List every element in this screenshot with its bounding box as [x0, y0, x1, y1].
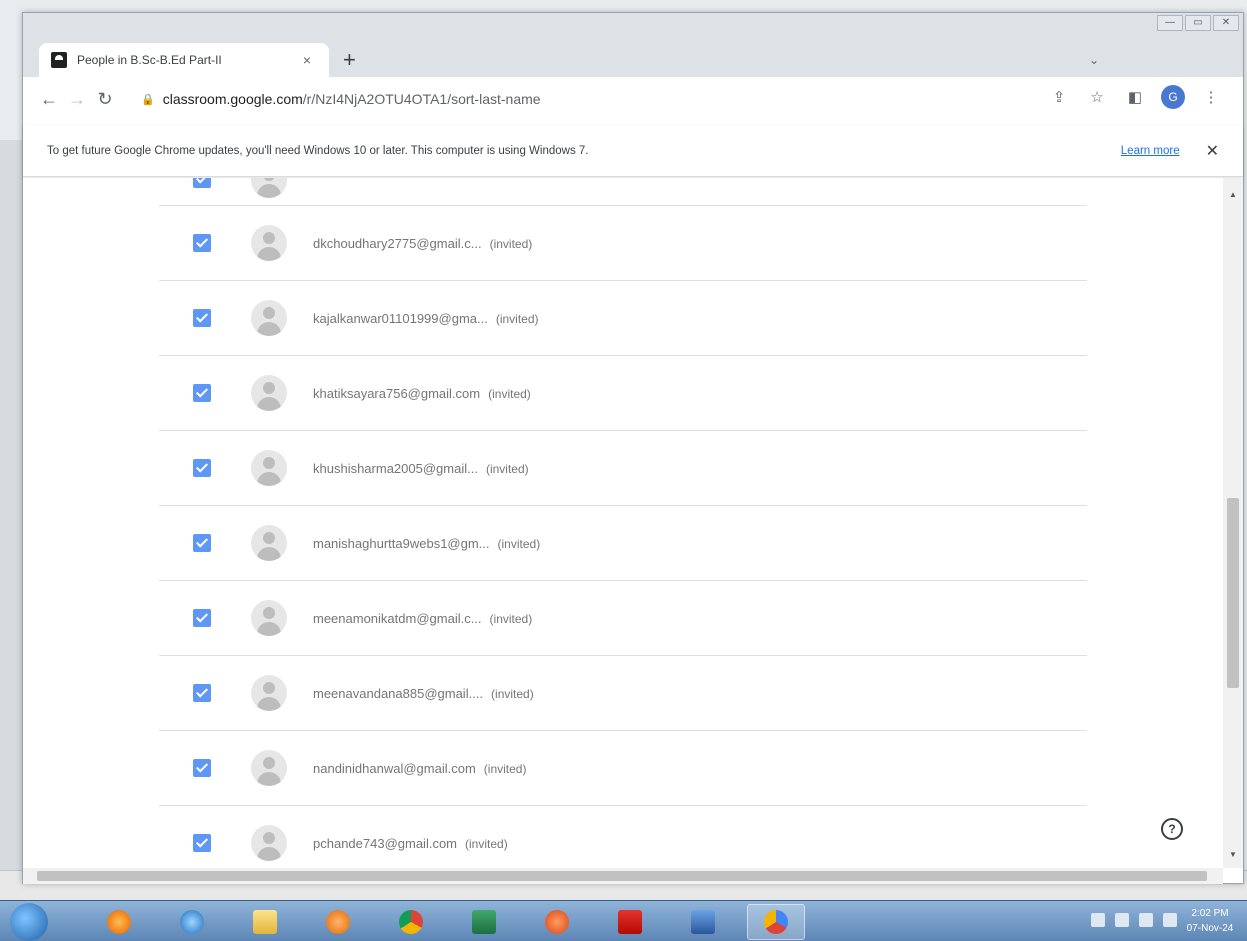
checkbox-checked[interactable]: [193, 178, 211, 188]
list-item: [159, 356, 1087, 431]
system-tray: [1091, 913, 1177, 927]
media-player-glyph: [326, 910, 350, 934]
taskbar-word-icon[interactable]: [674, 904, 732, 940]
avatar-default-icon: [251, 450, 287, 486]
avatar-default-icon: [251, 300, 287, 336]
checkbox-checked[interactable]: [193, 534, 211, 552]
reload-icon[interactable]: ↻: [97, 88, 113, 109]
close-window-button[interactable]: ✕: [1213, 15, 1239, 31]
invited-status: (invited): [491, 686, 534, 701]
list-item: [159, 806, 1087, 868]
person-email: [313, 536, 540, 551]
list-item: [159, 731, 1087, 806]
taskbar-acrobat-reader-icon[interactable]: [601, 904, 659, 940]
lock-icon[interactable]: 🔒: [141, 93, 155, 106]
avatar-default-icon: [251, 375, 287, 411]
taskbar-internet-explorer-icon[interactable]: [163, 904, 221, 940]
firefox-glyph: [107, 910, 131, 934]
taskbar-chrome-icon[interactable]: [382, 904, 440, 940]
clock-time: 2:02 PM: [1191, 908, 1229, 919]
email-text: khatiksayara756@gmail.com: [313, 385, 481, 401]
learn-more-link[interactable]: Learn more: [1120, 144, 1180, 157]
email-text: khushisharma2005@gmail...: [313, 460, 478, 476]
forward-arrow-icon[interactable]: →: [68, 88, 86, 109]
checkbox-checked[interactable]: [193, 759, 211, 777]
email-text: meenavandana885@gmail....: [313, 685, 484, 701]
list-item: [159, 581, 1087, 656]
word-glyph: [691, 910, 715, 934]
new-tab-button[interactable]: +: [343, 47, 356, 72]
share-icon[interactable]: ⇪: [1052, 89, 1066, 106]
invited-status: (invited): [483, 761, 527, 776]
person-email: [313, 611, 532, 626]
list-item-partial: [159, 178, 1087, 206]
avatar-default-icon: [251, 525, 287, 561]
tray-volume-icon[interactable]: [1163, 913, 1177, 927]
chrome-window: [22, 12, 1244, 884]
update-infobar: [23, 125, 1243, 177]
email-text: pchande743@gmail.com: [313, 835, 458, 851]
checkbox-checked[interactable]: [193, 684, 211, 702]
back-arrow-icon[interactable]: ←: [40, 88, 58, 109]
chrome-alt-glyph: [764, 910, 788, 934]
taskbar-file-explorer-icon[interactable]: [236, 904, 294, 940]
checkbox-checked[interactable]: [193, 309, 211, 327]
invited-status: (invited): [495, 311, 539, 326]
vertical-scroll-thumb[interactable]: [1227, 498, 1239, 688]
checkbox-checked[interactable]: [193, 459, 211, 477]
minimize-button[interactable]: —: [1157, 15, 1183, 31]
list-item: [159, 506, 1087, 581]
person-email: [313, 386, 531, 401]
invited-status: (invited): [465, 836, 508, 851]
infobar-close-icon[interactable]: ✕: [1205, 142, 1219, 160]
tray-network-icon[interactable]: [1139, 913, 1153, 927]
adobe-app-glyph: [545, 910, 569, 934]
windows-taskbar: [0, 900, 1247, 941]
person-email: [313, 461, 529, 476]
side-panel-icon[interactable]: ◧: [1127, 89, 1143, 106]
tray-antivirus-icon[interactable]: [1115, 913, 1129, 927]
list-item: [159, 206, 1087, 281]
horizontal-scroll-thumb[interactable]: [37, 871, 1207, 881]
email-text: manishaghurtta9webs1@gm...: [313, 535, 490, 551]
maximize-button[interactable]: ▭: [1185, 15, 1211, 31]
invited-status: (invited): [485, 461, 529, 476]
internet-explorer-glyph: [180, 910, 204, 934]
checkbox-checked[interactable]: [193, 609, 211, 627]
person-email: [313, 236, 532, 251]
bookmark-star-icon[interactable]: ☆: [1090, 89, 1104, 106]
tab-close-icon[interactable]: ×: [302, 52, 312, 68]
invited-status: (invited): [488, 386, 531, 401]
checkbox-checked[interactable]: [193, 384, 211, 402]
invited-status: (invited): [497, 536, 541, 551]
help-icon[interactable]: ?: [1161, 818, 1183, 840]
list-item: [159, 431, 1087, 506]
avatar-default-icon: [251, 225, 287, 261]
address-bar[interactable]: [131, 84, 991, 114]
clock-date: 07-Nov-24: [1186, 923, 1234, 934]
url-path: /r/NzI4NjA2OTU4OTA1/sort-last-name: [302, 91, 541, 107]
taskbar-clock[interactable]: [1181, 906, 1239, 936]
invited-status: (invited): [489, 611, 533, 626]
person-email: [313, 311, 539, 326]
start-button[interactable]: [10, 903, 48, 941]
url-text: [163, 91, 541, 107]
person-email: [313, 686, 534, 701]
window-controls: [1157, 15, 1239, 31]
horizontal-scrollbar[interactable]: [23, 868, 1223, 884]
people-list: [23, 178, 1223, 868]
excel-glyph: [472, 910, 496, 934]
vertical-scrollbar[interactable]: [1223, 178, 1243, 868]
tray-arrow-icon[interactable]: [1091, 913, 1105, 927]
file-explorer-glyph: [253, 910, 277, 934]
url-host: classroom.google.com: [162, 91, 303, 107]
list-item: [159, 656, 1087, 731]
infobar-message: To get future Google Chrome updates, you'll need Windows 10 or later. This computer is using Windows 7.: [47, 144, 589, 157]
avatar-default-icon: [251, 675, 287, 711]
scroll-down-arrow-icon[interactable]: ▼: [1229, 850, 1237, 859]
email-text: dkchoudhary2775@gmail.c...: [313, 235, 482, 251]
tab-search-chevron-icon[interactable]: ⌄: [1089, 53, 1100, 67]
taskbar-firefox-icon[interactable]: [90, 904, 148, 940]
acrobat-reader-glyph: [618, 910, 642, 934]
invited-status: (invited): [489, 236, 533, 251]
taskbar-media-player-icon[interactable]: [309, 904, 367, 940]
checkbox-checked[interactable]: [193, 234, 211, 252]
checkbox-checked[interactable]: [193, 834, 211, 852]
tab-strip: [23, 13, 1243, 77]
profile-avatar[interactable]: G: [1161, 85, 1185, 109]
list-item: [159, 281, 1087, 356]
person-email: [313, 836, 508, 851]
avatar-default-icon: [251, 825, 287, 861]
classroom-favicon-icon: [51, 52, 67, 68]
background-app-edge: [0, 140, 22, 880]
tab-title: People in B.Sc-B.Ed Part-II: [77, 53, 222, 67]
scroll-up-arrow-icon[interactable]: ▲: [1229, 190, 1237, 199]
person-email: [313, 761, 526, 776]
more-menu-icon[interactable]: ⋮: [1203, 89, 1219, 106]
taskbar-adobe-app-icon[interactable]: [528, 904, 586, 940]
avatar-default-icon: [251, 750, 287, 786]
taskbar-chrome-alt-icon[interactable]: [747, 904, 805, 940]
email-text: kajalkanwar01101999@gma...: [313, 310, 488, 326]
toolbar-icons: [1047, 85, 1223, 109]
taskbar-excel-icon[interactable]: [455, 904, 513, 940]
email-text: meenamonikatdm@gmail.c...: [313, 610, 482, 626]
browser-toolbar: [23, 77, 1243, 121]
email-text: nandinidhanwal@gmail.com: [313, 760, 476, 776]
avatar-default-icon: [251, 178, 287, 198]
tab-active[interactable]: [39, 43, 329, 77]
avatar-default-icon: [251, 600, 287, 636]
chrome-glyph: [399, 910, 423, 934]
